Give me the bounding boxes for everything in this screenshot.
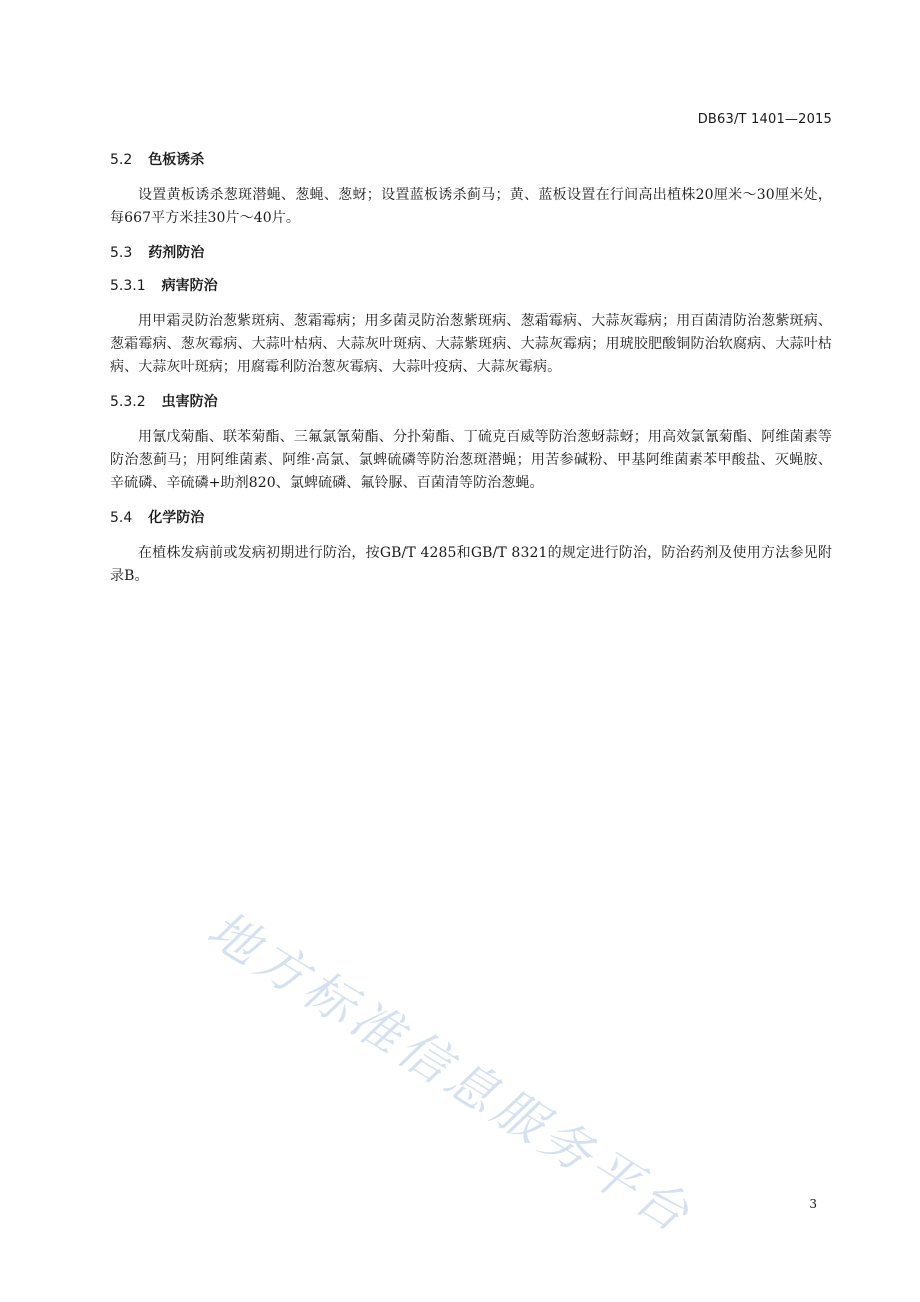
section-heading [110,150,832,170]
page-number: 3 [809,1197,817,1211]
section-number: 5.2 [110,152,133,168]
section-heading [110,243,832,263]
section-number: 5.4 [110,510,133,526]
section-title: 色板诱杀 [148,152,205,168]
section-title: 药剂防治 [148,245,205,261]
section-paragraph: 用甲霜灵防治葱紫斑病、葱霜霉病；用多菌灵防治葱紫斑病、葱霜霉病、大蒜灰霉病；用百菌清防治葱紫斑病、葱霜霉病、葱灰霉病、大蒜叶枯病、大蒜灰叶斑病、大蒜紫斑病、大蒜灰霉病；用琥胶肥酸铜防治软腐病、大蒜叶枯病、大蒜灰叶斑病；用腐霉利防治葱灰霉病、大蒜叶疫病、大蒜灰霉病。 [110,313,832,375]
watermark: 地方标准信息服务平台 [197,899,704,1246]
section-paragraph: 用氰戊菊酯、联苯菊酯、三氟氯氰菊酯、分扑菊酯、丁硫克百威等防治葱蚜蒜蚜；用高效氯氰菊酯、阿维菌素等防治葱蓟马；用阿维菌素、阿维·高氯、氯蜱硫磷等防治葱斑潜蝇；用苦参碱粉、甲基阿维菌素苯甲酸盐、灭蝇胺、辛硫磷、辛硫磷+助剂820、氯蜱硫磷、氟铃脲、百菌清等防治葱蝇。 [110,429,832,491]
section-title: 化学防治 [148,510,205,526]
subsection-heading [110,392,832,412]
section-title: 病害防治 [161,278,218,294]
subsection-heading [110,276,832,296]
section-heading [110,508,832,528]
section-number: 5.3 [110,245,133,261]
section-paragraph: 设置黄板诱杀葱斑潜蝇、葱蝇、葱蚜；设置蓝板诱杀蓟马；黄、蓝板设置在行间高出植株20厘米～30厘米处，每667平方米挂30片～40片。 [110,187,832,226]
section-number: 5.3.1 [110,278,146,294]
section-title: 虫害防治 [161,394,218,410]
document-code: DB63/T 1401—2015 [697,112,832,127]
section-paragraph: 在植株发病前或发病初期进行防治，按GB/T 4285和GB/T 8321的规定进行防治，防治药剂及使用方法参见附录B。 [110,545,832,584]
section-number: 5.3.2 [110,394,146,410]
document-body [110,150,832,588]
